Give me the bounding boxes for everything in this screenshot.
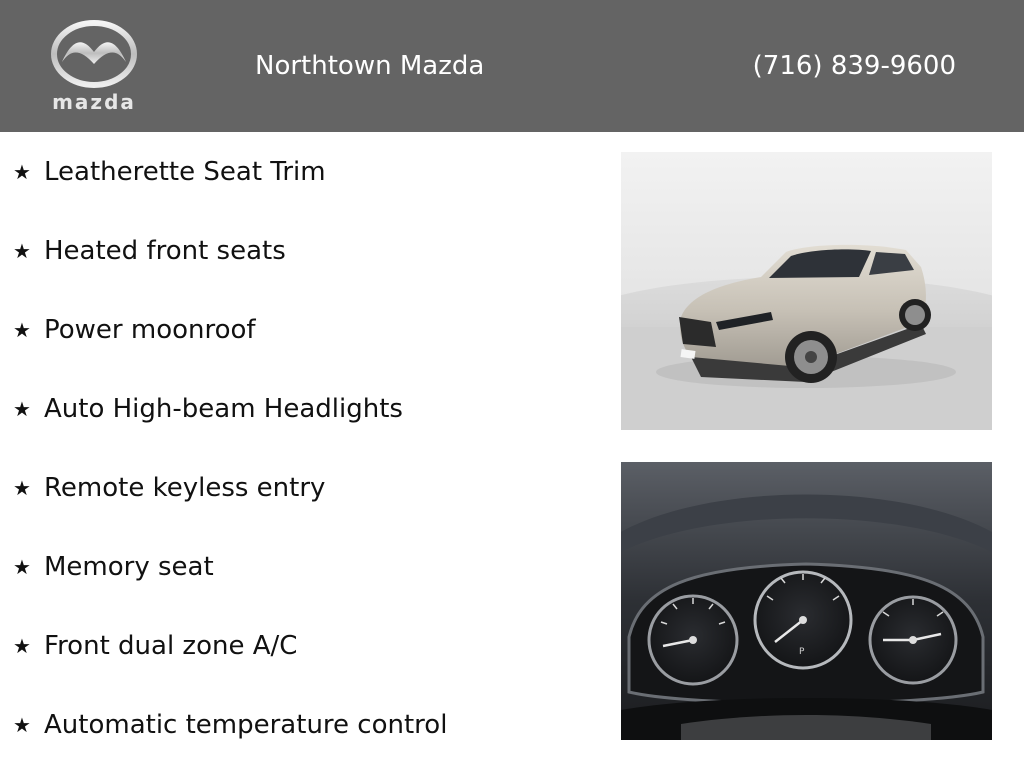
feature-label: Memory seat [44, 552, 214, 582]
feature-label: Remote keyless entry [44, 473, 326, 503]
star-icon: ★ [13, 160, 31, 184]
mazda-emblem-icon [42, 18, 146, 90]
silver-suv-photo [621, 152, 992, 430]
list-item [0, 466, 600, 545]
list-item [0, 150, 600, 229]
header-bar [0, 0, 1024, 132]
mazda-wordmark: mazda [52, 90, 136, 114]
mazda-logo [42, 18, 146, 114]
feature-label: Leatherette Seat Trim [44, 157, 326, 187]
feature-label: Heated front seats [44, 236, 286, 266]
list-item [0, 545, 600, 624]
dealer-phone[interactable]: (716) 839-9600 [752, 51, 956, 81]
star-icon: ★ [13, 476, 31, 500]
feature-label: Auto High-beam Headlights [44, 394, 403, 424]
interior-photo [621, 462, 992, 740]
feature-label: Automatic temperature control [44, 710, 448, 740]
feature-label: Power moonroof [44, 315, 256, 345]
dealer-name: Northtown Mazda [255, 51, 485, 81]
instrument-cluster-photo [621, 462, 992, 740]
star-icon: ★ [13, 318, 31, 342]
feature-label: Front dual zone A/C [44, 631, 298, 661]
star-icon: ★ [13, 713, 31, 737]
list-item [0, 387, 600, 466]
feature-list [0, 150, 600, 768]
list-item [0, 624, 600, 703]
star-icon: ★ [13, 634, 31, 658]
list-item [0, 229, 600, 308]
star-icon: ★ [13, 397, 31, 421]
star-icon: ★ [13, 555, 31, 579]
list-item [0, 308, 600, 387]
svg-text:P: P [799, 647, 805, 657]
exterior-photo [621, 152, 992, 430]
star-icon: ★ [13, 239, 31, 263]
list-item [0, 703, 600, 768]
